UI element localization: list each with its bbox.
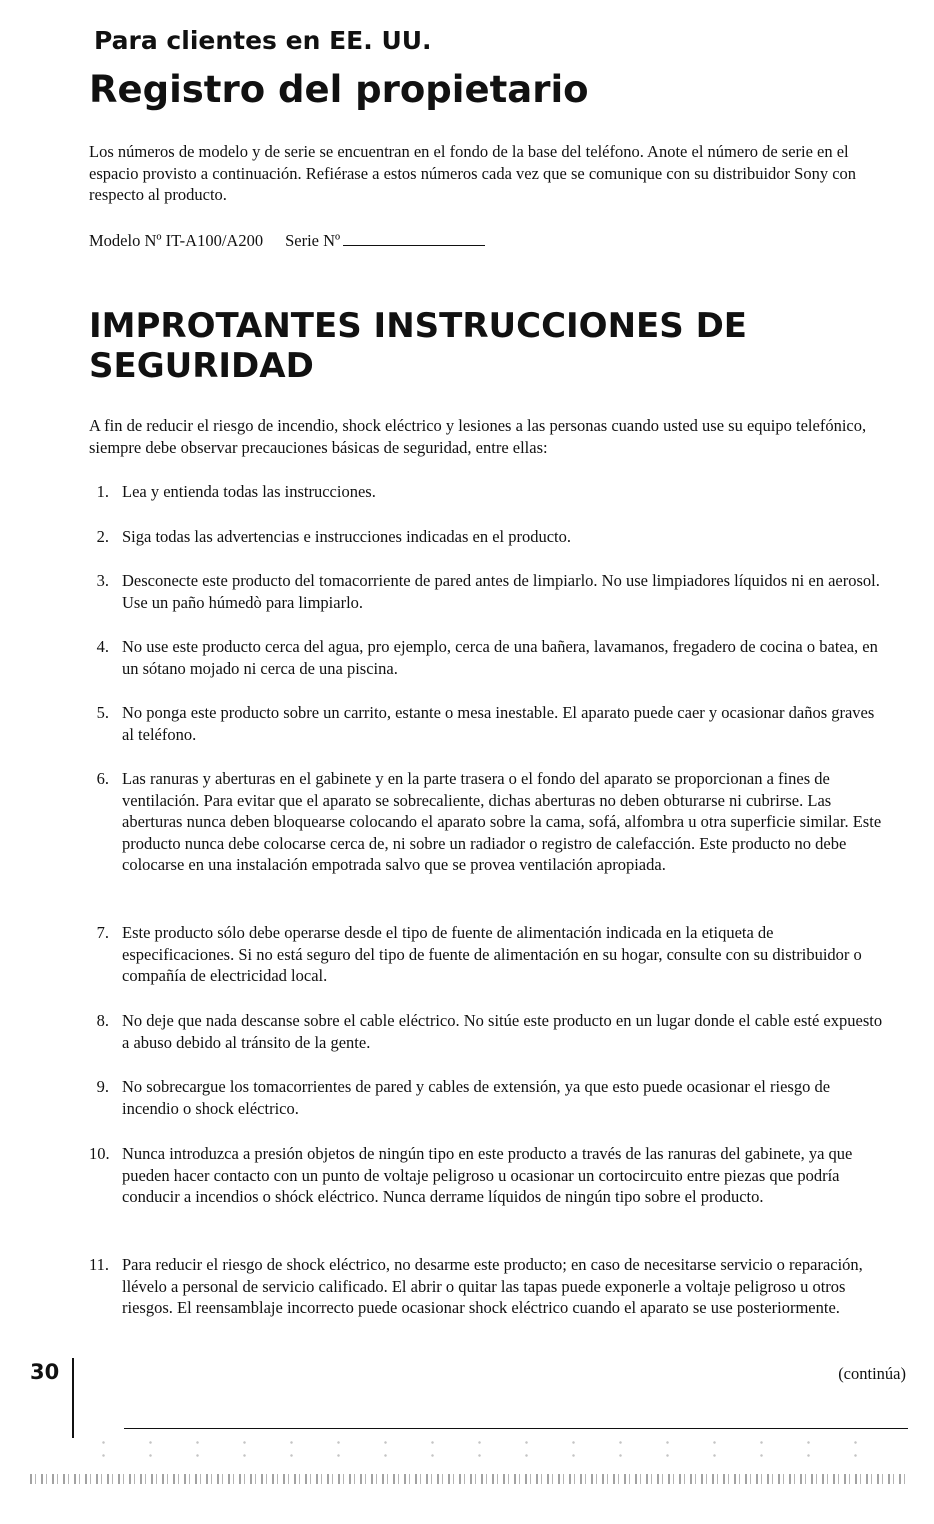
list-item <box>89 570 889 613</box>
list-item <box>89 1143 889 1208</box>
list-item <box>89 702 889 745</box>
item-number: 7. <box>96 923 109 942</box>
item-number: 3. <box>96 571 109 590</box>
list-item <box>89 768 889 876</box>
list-item <box>89 1010 889 1053</box>
list-item <box>89 636 889 679</box>
item-number: 1. <box>96 482 109 501</box>
list-item <box>89 481 889 503</box>
page-number-divider <box>72 1358 74 1438</box>
item-number: 4. <box>96 637 109 656</box>
page-title: Registro del propietario <box>89 68 589 111</box>
page-number: 30 <box>30 1360 60 1384</box>
item-number: 11. <box>89 1255 110 1274</box>
list-item <box>89 526 889 548</box>
serial-label: Serie Nº <box>285 231 341 250</box>
model-label: Modelo Nº IT-A100/A200 <box>89 231 264 250</box>
model-serial-line <box>89 231 485 251</box>
item-text: No sobrecargue los tomacorrientes de pared y cables de extensión, ya que esto puede ocasionar el riesgo de incendio o shock eléctrico. <box>122 1077 831 1118</box>
item-text: Lea y entienda todas las instrucciones. <box>122 482 376 501</box>
item-text: No ponga este producto sobre un carrito, estante o mesa inestable. El aparato puede caer y ocasionar daños graves al teléfono. <box>122 703 875 744</box>
serial-blank-line <box>343 231 485 246</box>
list-item <box>89 1076 889 1119</box>
item-number: 6. <box>96 769 109 788</box>
item-text: No use este producto cerca del agua, pro ejemplo, cerca de una bañera, lavamanos, fregadero de cocina o batea, en un sótano mojado ni cerca de una piscina. <box>122 637 878 678</box>
list-item <box>89 1254 889 1319</box>
item-number: 10. <box>89 1144 110 1163</box>
item-text: Este producto sólo debe operarse desde el tipo de fuente de alimentación indicada en la etiqueta de especificaciones. Si no está seguro del tipo de fuente de alimentación en su hogar, consulte con su distribuidor o compañía de electricidad local. <box>122 923 862 985</box>
item-text: Nunca introduzca a presión objetos de ningún tipo en este producto a través de las ranuras del gabinete, ya que pueden hacer contacto con un punto de voltaje peligroso u ocasionar un cortocircuito entre piezas que podría conducir a incendios o shóck eléctrico. Nunca derrame líquidos de ningún tipo sobre el producto. <box>122 1144 853 1206</box>
item-text: Para reducir el riesgo de shock eléctrico, no desarme este producto; en caso de necesitarse servicio o reparación, llévelo a personal de servicio calificado. El abrir o quitar las tapas puede exponerle a voltaje peligroso u otros riesgos. El reensamblaje incorrecto puede ocasionar shock eléctrico cuando el aparato se use posteriormente. <box>122 1255 863 1317</box>
footer-rule <box>124 1428 908 1429</box>
item-number: 8. <box>96 1011 109 1030</box>
item-text: No deje que nada descanse sobre el cable eléctrico. No sitúe este producto en un lugar donde el cable esté expuesto a abuso debido al tránsito de la gente. <box>122 1011 883 1052</box>
item-number: 5. <box>96 703 109 722</box>
continued-label: (continúa) <box>838 1364 906 1383</box>
list-item <box>89 922 889 987</box>
intro-paragraph: Los números de modelo y de serie se encuentran en el fondo de la base del teléfono. Anote el número de serie en el espacio provisto a continuación. Refiérase a estos números cada vez que se comunique con su distribuidor Sony con respecto al producto. <box>89 142 857 204</box>
section-subtitle: Para clientes en EE. UU. <box>94 26 432 55</box>
safety-heading: IMPROTANTES INSTRUCCIONES DE SEGURIDAD <box>89 306 748 386</box>
safety-preamble: A fin de reducir el riesgo de incendio, shock eléctrico y lesiones a las personas cuando usted use su equipo telefónico, siempre debe observar precauciones básicas de seguridad, entre ellas: <box>89 416 867 457</box>
item-number: 2. <box>96 527 109 546</box>
scan-noise <box>80 1436 900 1462</box>
item-text: Las ranuras y aberturas en el gabinete y en la parte trasera o el fondo del aparato se proporcionan a fines de ventilación. Para evitar que el aparato se sobrecaliente, dichas aberturas no deben obturarse ni cubrirse. Las aberturas nunca deben bloquearse colocando el aparato sobre la cama, sofá, alfombra u otra superficie similar. Este producto nunca debe colocarse cerca de, ni sobre un radiador o registro de calefacción. Este producto no debe colocarse en una instalación empotrada salvo que se provea ventilación apropiada. <box>122 769 882 874</box>
item-number: 9. <box>96 1077 109 1096</box>
item-text: Siga todas las advertencias e instrucciones indicadas en el producto. <box>122 527 572 546</box>
item-text: Desconecte este producto del tomacorriente de pared antes de limpiarlo. No use limpiadores líquidos ni en aerosol. Use un paño húmedò para limpiarlo. <box>122 571 880 612</box>
scan-noise-band <box>30 1474 906 1484</box>
